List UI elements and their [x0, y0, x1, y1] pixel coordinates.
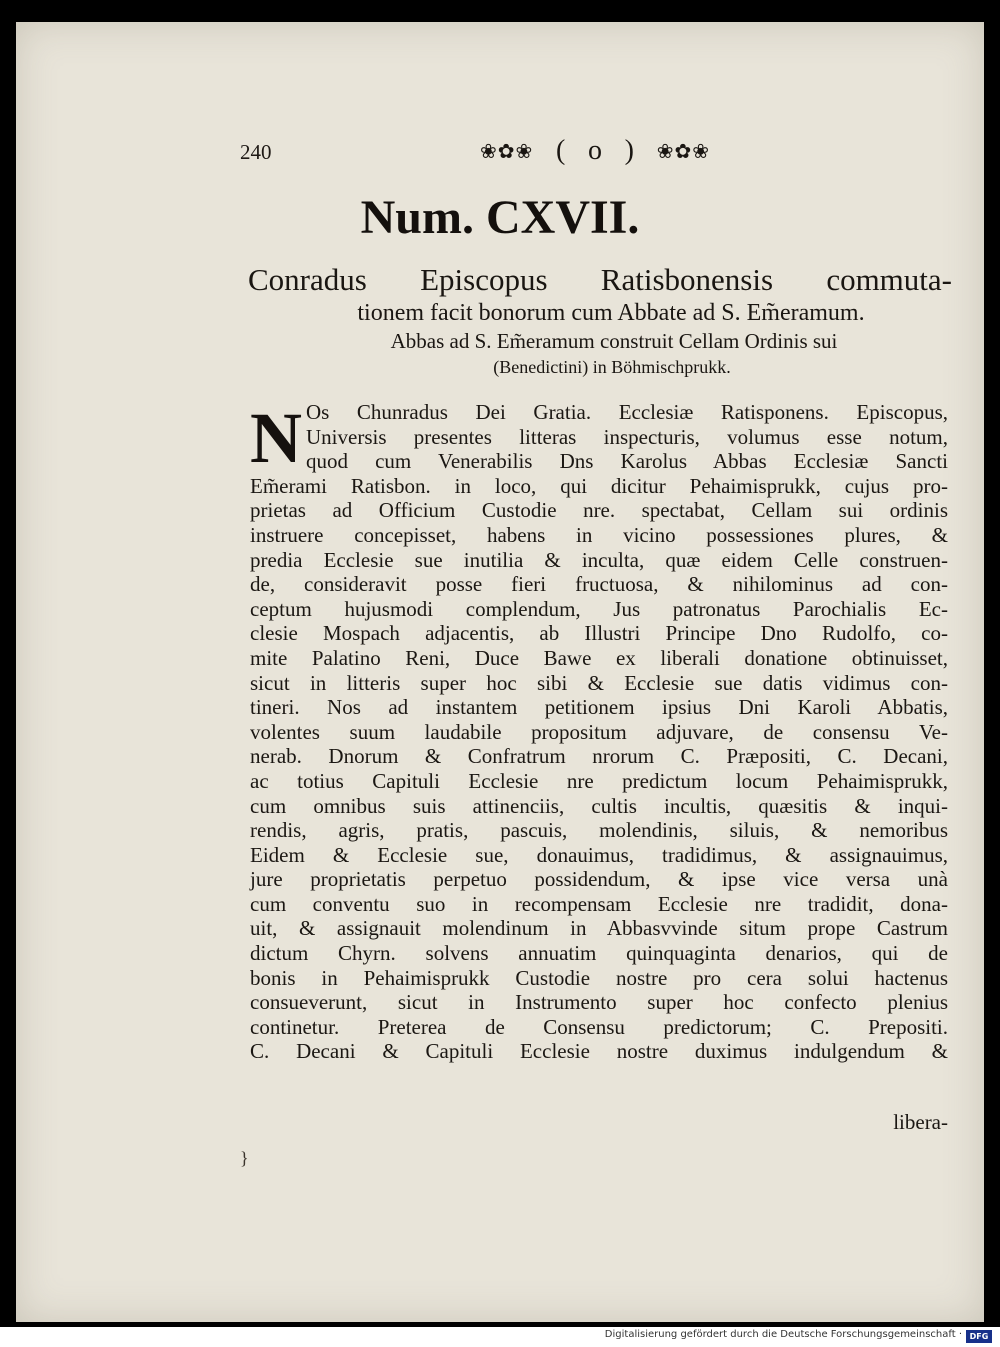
- ornament-center: o: [587, 135, 602, 166]
- header-ornament: [480, 126, 710, 176]
- heading-line: tionem facit bonorum cum Abbate ad S. Em̃eramum.: [357, 300, 865, 326]
- body-line: quod cum Venerabilis Dns Karolus Abbas Ecclesiæ Sancti: [306, 449, 948, 474]
- body-line: mite Palatino Reni, Duce Bawe ex liberali donatione obtinuisset,: [250, 645, 948, 670]
- body-line: Em̃erami Ratisbon. in loco, qui dicitur Pehaimisprukk, cujus pro-: [250, 473, 948, 498]
- body-line: rendis, agris, pratis, pascuis, molendinis, siluis, & nemoribus: [250, 818, 948, 843]
- body-text: [250, 400, 948, 1064]
- body-line: clesie Mospach adjacentis, ab Illustri Principe Dno Rudolfo, co-: [250, 621, 948, 646]
- margin-mark: }: [240, 1148, 249, 1168]
- body-line: Os Chunradus Dei Gratia. Ecclesiæ Ratisponens. Episcopus,: [306, 400, 948, 424]
- ornament-left-paren: (: [555, 135, 566, 166]
- body-line: jure proprietatis perpetuo possidendum, & ipse vice versa unà: [250, 867, 948, 892]
- body-line: prietas ad Officium Custodie nre. spectabat, Cellam sui ordinis: [250, 498, 948, 523]
- catchword: libera-: [893, 1110, 948, 1134]
- body-line: C. Decani & Capituli Ecclesie nostre duximus indulgendum &: [250, 1039, 948, 1064]
- body-line: consueverunt, sicut in Instrumento super hoc confecto plenius: [250, 990, 948, 1015]
- heading-line: (Benedictini) in Böhmischprukk.: [493, 357, 731, 377]
- body-line: instruere concepisset, habens in vicino possessiones plures, &: [250, 522, 948, 547]
- body-line: nerab. Dnorum & Confratrum nrorum C. Præpositi, C. Decani,: [250, 744, 948, 769]
- heading-line: Conradus Episcopus Ratisbonensis commuta-: [248, 262, 952, 297]
- body-line: volentes suum laudabile propositum adjuvare, de consensu Ve-: [250, 719, 948, 744]
- body-line: sicut in litteris super hoc sibi & Ecclesie sue datis vidimus con-: [250, 670, 948, 695]
- body-line: uit, & assignauit molendinum in Abbasvvinde situm prope Castrum: [250, 916, 948, 941]
- ornament-left: ❀✿❀: [480, 140, 534, 163]
- ornament-right: ❀✿❀: [656, 140, 710, 163]
- funding-notice: Digitalisierung gefördert durch die Deutsche Forschungsgemeinschaft ·: [604, 1329, 962, 1340]
- document-title: Num. CXVII.: [360, 191, 640, 244]
- body-line: bonis in Pehaimisprukk Custodie nostre pro cera solui hactenus: [250, 965, 948, 990]
- footer-bar: [0, 1327, 1000, 1347]
- drop-cap: N: [250, 398, 302, 478]
- heading-line: Abbas ad S. Em̃eramum construit Cellam Ordinis sui: [390, 329, 838, 353]
- page-number: 240: [240, 140, 272, 164]
- body-line: ac totius Capituli Ecclesie nre predictum locum Pehaimisprukk,: [250, 768, 948, 793]
- body-line: ceptum hujusmodi complendum, Jus patronatus Parochialis Ec-: [250, 596, 948, 621]
- dfg-logo-icon: DFG: [966, 1330, 992, 1343]
- body-line: de, consideravit posse fieri fructuosa, & nihilominus ad con-: [250, 572, 948, 597]
- body-line: Universis presentes litteras inspecturis, volumus esse notum,: [306, 424, 948, 449]
- section-heading: [248, 262, 952, 380]
- ornament-right-paren: ): [624, 135, 634, 166]
- body-line: Eidem & Ecclesie sue, donauimus, tradidimus, & assignauimus,: [250, 842, 948, 867]
- body-line: cum omnibus suis attinenciis, cultis incultis, quæsitis & inqui-: [250, 793, 948, 818]
- body-line: predia Ecclesie sue inutilia & inculta, quæ eidem Celle construen-: [250, 547, 948, 572]
- body-line: dictum Chyrn. solvens annuatim quinquaginta denarios, qui de: [250, 941, 948, 966]
- body-line: continetur. Preterea de Consensu predictorum; C. Prepositi.: [250, 1014, 948, 1039]
- body-line: tineri. Nos ad instantem petitionem ipsius Dni Karoli Abbatis,: [250, 695, 948, 720]
- body-line: cum conventu suo in recompensam Ecclesie nre tradidit, dona-: [250, 891, 948, 916]
